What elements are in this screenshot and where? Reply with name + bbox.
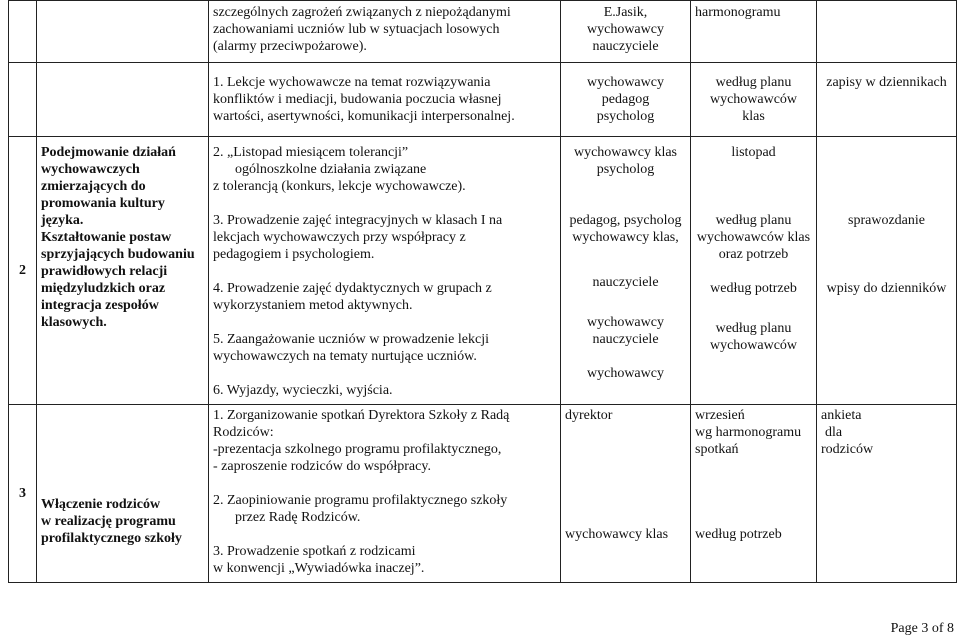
responsible-line: pedagog, psycholog [569,213,682,228]
evaluation-line: sprawozdanie [848,213,925,228]
evaluation-cell [817,405,957,583]
deadline-line: wrzesień [695,408,745,423]
deadline-cell [691,63,817,137]
topic-line: międzyludzkich oraz [41,281,166,296]
deadline-cell [691,405,817,583]
topic-line: klasowych. [41,315,107,330]
evaluation-cell [817,1,957,63]
deadline-cell [691,1,817,63]
deadline-line: wychowawców [709,338,798,353]
tasks-cell [209,1,561,63]
evaluation-line: wpisy do dzienników [826,281,947,296]
task-line: szczególnych zagrożeń związanych z niepożądanymi [213,5,511,20]
deadline-line: według potrzeb [695,527,782,542]
page-of: of [931,621,944,636]
tasks-cell [209,405,561,583]
evaluation-cell [817,137,957,405]
task-line: Rodziców: [213,425,274,440]
task-line: -prezentacja szkolnego programu profilaktycznego, [213,442,502,457]
topic-line: w realizację programu [41,513,176,529]
topic-cell [37,405,209,583]
topic-line: zmierzających do [41,179,146,194]
topic-line: języka. [41,213,84,228]
responsible-line: wychowawcy [587,75,664,90]
topic-line: wychowawczych [41,162,140,177]
topic-cell [37,63,209,137]
responsible-line: psycholog [596,162,655,177]
page-total: 8 [947,621,954,636]
evaluation-line: dla [825,425,843,440]
task-line: 2. Zaopiniowanie programu profilaktycznego szkoły [213,493,508,508]
task-line: 3. Prowadzenie zajęć integracyjnych w klasach I na [213,213,503,228]
responsible-line: dyrektor [565,408,613,423]
page-label: Page [890,621,918,636]
page-indicator [891,621,954,637]
deadline-line: według planu [715,75,792,90]
table-row [9,1,957,63]
task-line: (alarmy przeciwpożarowe). [213,39,367,54]
task-line: wychowawczych na tematy nurtujące uczniów. [213,349,477,364]
responsible-line: wychowawcy klas, [572,230,679,245]
task-line: przez Radę Rodziców. [235,510,361,525]
evaluation-line: zapisy w dziennikach [826,75,947,90]
topic-line: Włączenie rodziców [41,496,161,512]
responsible-line: wychowawcy klas [565,527,669,542]
row-number-cell: 2 [9,137,37,405]
responsible-line: nauczyciele [592,39,659,54]
task-line: 4. Prowadzenie zajęć dydaktycznych w grupach z [213,281,492,296]
evaluation-cell [817,63,957,137]
task-line: 6. Wyjazdy, wycieczki, wyjścia. [213,383,393,398]
evaluation-line: rodziców [821,442,874,457]
deadline-line: wychowawców klas [696,230,811,245]
task-line: pedagogiem i psychologiem. [213,247,375,262]
deadline-line: harmonogramu [695,5,781,20]
deadline-line: według planu [715,213,792,228]
deadline-line: listopad [731,145,776,160]
deadline-line: według potrzeb [710,281,797,296]
topic-line: Kształtowanie postaw [41,230,172,245]
responsible-line: wychowawcy [587,22,664,37]
task-line: 3. Prowadzenie spotkań z rodzicami [213,544,416,559]
task-line: w konwencji „Wywiadówka inaczej”. [213,561,425,576]
page-current: 3 [921,621,929,636]
task-line: 2. „Listopad miesiącem tolerancji” [213,145,409,160]
deadline-cell [691,137,817,405]
task-line: 1. Lekcje wychowawcze na temat rozwiązywania [213,75,491,90]
evaluation-line: ankieta [821,408,862,423]
row-number-cell: 3 [9,405,37,583]
responsible-line: pedagog [601,92,650,107]
deadline-line: oraz potrzeb [718,247,789,262]
task-line: ogólnoszkolne działania związane [235,162,427,177]
task-line: wykorzystaniem metod aktywnych. [213,298,413,313]
tasks-cell [209,63,561,137]
responsible-line: nauczyciele [592,332,659,347]
task-line: wartości, asertywności, komunikacji interpersonalnej. [213,109,515,124]
topic-line: integracja zespołów [41,298,159,313]
topic-line: profilaktycznego szkoły [41,530,182,546]
topic-line: promowania kultury [41,196,165,211]
task-line: 1. Zorganizowanie spotkań Dyrektora Szkoły z Radą [213,408,510,423]
responsible-line: E.Jasik, [603,5,648,20]
responsible-cell [561,405,691,583]
responsible-cell [561,137,691,405]
topic-cell [37,137,209,405]
deadline-line: wg harmonogramu [695,425,802,440]
deadline-line: spotkań [695,442,739,457]
task-line: lekcjach wychowawczych przy współpracy z [213,230,466,245]
responsible-line: wychowawcy [587,315,664,330]
topic-cell [37,1,209,63]
topic-line: sprzyjających budowaniu [41,247,195,262]
table-row [9,405,957,583]
task-line: zachowaniami uczniów lub w sytuacjach losowych [213,22,500,37]
deadline-line: klas [742,109,765,124]
responsible-cell [561,1,691,63]
responsible-line: psycholog [596,109,655,124]
topic-line: Podejmowanie działań [41,145,176,160]
responsible-cell [561,63,691,137]
program-table [8,0,957,583]
table-row [9,137,957,405]
responsible-line: wychowawcy [587,366,664,381]
task-line: - zaproszenie rodziców do współpracy. [213,459,431,474]
topic-line: prawidłowych relacji [41,264,168,279]
task-line: konfliktów i mediacji, budowania poczucia własnej [213,92,502,107]
row-number-cell [9,1,37,63]
deadline-line: wychowawców [709,92,798,107]
tasks-cell [209,137,561,405]
table-row [9,63,957,137]
row-number-cell [9,63,37,137]
task-line: z tolerancją (konkurs, lekcje wychowawcze). [213,179,466,194]
deadline-line: według planu [715,321,792,336]
task-line: 5. Zaangażowanie uczniów w prowadzenie lekcji [213,332,489,347]
responsible-line: wychowawcy klas [573,145,678,160]
responsible-line: nauczyciele [592,275,659,290]
